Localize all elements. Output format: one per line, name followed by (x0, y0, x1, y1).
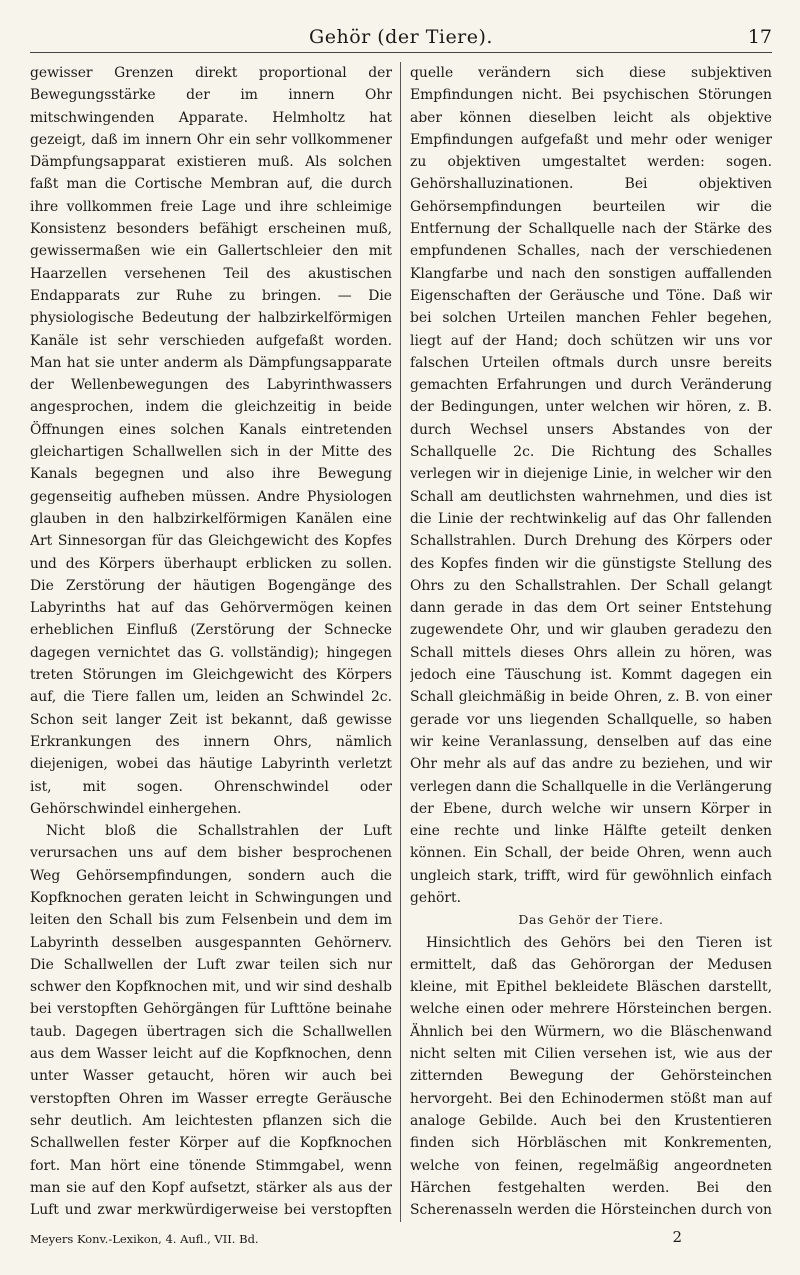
paragraph: Nicht bloß die Schallstrahlen der Luft verursachen uns auf dem bisher besprochenen Weg Gehörsempfindungen, sondern auch die Kopfknochen geraten leicht in Schwingungen und leiten den Schall bis zum Felsenbein und dem im Labyrinth desselben ausgespannten Gehörnerv. Die Schallwellen der Luft zwar teilen sich nur schwer den Kopfknochen mit, und wir sind deshalb bei verstopften Gehörgängen für Lufttöne beinahe taub. Dagegen übertragen sich die Schallwellen aus dem Wasser leicht auf die Kopfknochen, denn unter Wasser getaucht, hören wir auch bei verstopften Ohren im Wasser erregte Geräusche sehr deutlich. Am leichtesten pflanzen sich die Schallwellen fester Körper auf die Kopfknochen fort. Man hört eine tönende Stimmgabel, wenn man sie auf den Kopf aufsetzt, stärker als aus der Luft und zwar merkwürdigerweise bei verstopften (30, 823, 392, 1219)
text-columns (30, 62, 772, 1222)
column-divider (400, 62, 401, 1222)
document-page (30, 22, 772, 1257)
paragraph: Hinsichtlich des Gehörs bei den Tieren ist ermittelt, daß das Gehörorgan der Medusen kleine, mit Epithel bekleidete Bläschen darstellt, welche einen oder mehrere Hörsteinchen bergen. Ähnlich bei den Würmern, wo die Bläschenwand nicht selten mit Cilien versehen ist, wie aus der zitternden Bewegung der Gehörsteinchen hervorgeht. Bei den Echinodermen stößt man auf analoge Gebilde. Auch bei den Krustentieren finden sich Hörbläschen mit Konkrementen, welche von feinen, regelmäßig angeordneten Härchen festgehalten werden. Bei den Scherenasseln werden die Hörsteinchen durch von (410, 934, 772, 1219)
running-head (30, 22, 772, 53)
paragraph: gewisser Grenzen direkt proportional der Bewegungsstärke der im innern Ohr mitschwingenden Apparate. Helmholtz hat gezeigt, daß im innern Ohr ein sehr vollkommener Dämpfungsapparat existieren muß. Als solchen faßt man die Cortische Membran auf, die durch ihre vollkommen freie Lage und ihre schleimige Konsistenz besonders befähigt erscheinen muß, gewissermaßen wie ein Gallertschleier den mit Haarzellen versehenen Teil des akustischen Endapparats zur Ruhe zu bringen. — Die physiologische Bedeutung der halbzirkelförmigen Kanäle ist sehr verschieden aufgefaßt worden. Man hat sie unter anderm als Dämpfungsapparate der Wellenbewegungen des Labyrinthwassers angesprochen, indem die gleichzeitig in beide Öffnungen eines solchen Kanals eintretenden gleichartigen Schallwellen sich in der Mitte des Kanals begegnen und also ihre Bewegung gegenseitig aufheben müssen. Andre Physiologen glauben in den halbzirkelförmigen Kanälen eine Art Sinnesorgan für das Gleichgewicht des Kopfes und des Körpers überhaupt erblicken zu sollen. Die Zerstörung der häutigen Bogengänge des Labyrinths hat auf das Gehörvermögen keinen erheblichen Einfluß (Zerstörung der Schnecke dagegen vernichtet das G. vollständig); hingegen treten Störungen im Gleichgewicht des Körpers auf, die Tiere fallen um, leiden an Schwindel 2c. Schon seit langer Zeit ist bekannt, daß gewisse Erkrankungen des innern Ohrs, nämlich diejenigen, wobei das häutige Labyrinth verletzt ist, mit sogen. Ohrenschwindel oder Gehörschwindel einhergehen. (30, 65, 392, 817)
page-footer (30, 1228, 772, 1252)
section-heading: Das Gehör der Tiere. (518, 912, 664, 928)
left-column (30, 62, 392, 1222)
page-number: 17 (747, 26, 772, 48)
imprint-line: Meyers Konv.-Lexikon, 4. Aufl., VII. Bd. (30, 1232, 259, 1246)
signature-mark: 2 (672, 1228, 682, 1246)
paragraph: quelle verändern sich diese subjektiven Empfindungen nicht. Bei psychischen Störungen aber können dieselben leicht als objektive Empfindungen aufgefaßt und mehr oder weniger zu objektiven umgestaltet werden: sogen. Gehörshalluzinationen. Bei objektiven Gehörsempfindungen beurteilen wir die Entfernung der Schallquelle nach der Stärke des empfundenen Schalles, nach der verschiedenen Klangfarbe und nach den sonstigen auffallenden Eigenschaften der Geräusche und Töne. Daß wir bei solchen Urteilen manchen Fehler begehen, liegt auf der Hand; doch schützen wir uns vor falschen Urteilen oftmals durch unsre bereits gemachten Erfahrungen und durch Veränderung der Bedingungen, unter welchen wir hören, z. B. durch Wechsel unsers Abstandes von der Schallquelle 2c. Die Richtung des Schalles verlegen wir in diejenige Linie, in welcher wir den Schall am deutlichsten wahrnehmen, und dies ist die Linie der rechtwinkelig auf das Ohr fallenden Schallstrahlen. Durch Drehung des Körpers oder des Kopfes finden wir die günstigste Stellung des Ohrs zu den Schallstrahlen. Der Schall gelangt dann gerade in das dem Ort seiner Entstehung zugewendete Ohr, und wir glauben geradezu den Schall mittels dieses Ohrs allein zu hören, was jedoch eine Täuschung ist. Kommt dagegen ein Schall gleichmäßig in beide Ohren, z. B. von einer gerade vor uns liegenden Schallquelle, so haben wir keine Veranlassung, denselben auf das eine Ohr mehr als auf das andre zu beziehen, und wir verlegen dann die Schallquelle in die Verlängerung der Ebene, durch welche wir unsern Körper in eine rechte und linke Hälfte geteilt denken können. Ein Schall, der beide Ohren, wenn auch ungleich stark, trifft, wird für gewöhnlich einfach gehört. (410, 65, 772, 906)
right-column (410, 62, 772, 1222)
page-title: Gehör (der Tiere). (309, 26, 493, 48)
